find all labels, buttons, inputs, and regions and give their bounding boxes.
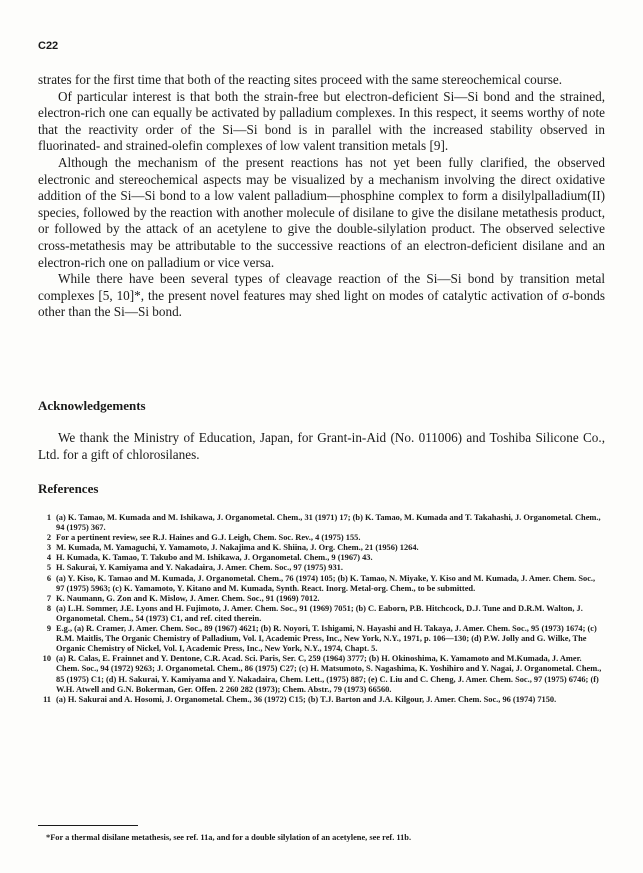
acknowledgements-heading: Acknowledgements [38,398,146,413]
page-number: C22 [38,40,59,52]
reference-number: 4 [46,553,51,563]
reference-number: 10 [42,654,51,664]
reference-text: For a pertinent review, see R.J. Haines and G.J. Leigh, Chem. Soc. Rev., 4 (1975) 155. [56,533,361,543]
reference-list [38,513,605,705]
footnote: *For a thermal disilane metathesis, see ref. 11a, and for a double silylation of an acetylene, see ref. 11b. [46,833,412,842]
reference-text: H. Kumada, K. Tamao, T. Takubo and M. Ishikawa, J. Organometal. Chem., 9 (1967) 43. [56,553,373,563]
paragraph: Although the mechanism of the present reactions has not yet been fully clarified, the observed electronic and stereochemical aspects may be visualized by a mechanism involving the direct oxidative addition of the Si—Si bond to a low valent palladium—phosphine complex to form a disilylpalladium(II) species, followed by the reaction with another molecule of disilane to give the disilane metathesis product, or followed by the attack of an acetylene to give the double-silylation product. The observed selective cross-metathesis may be attributable to the successive reactions of an electron-deficient disilane and an electron-rich one on palladium or vice versa. [38,154,605,270]
reference-item [38,543,605,553]
paragraph: strates for the first time that both of the reacting sites proceed with the same stereochemical course. [38,72,563,87]
acknowledgements-text: We thank the Ministry of Education, Japan, for Grant-in-Aid (No. 011006) and Toshiba Silicone Co., Ltd. for a gift of chlorosilanes. [38,430,605,462]
paragraph: Of particular interest is that both the strain-free but electron-deficient Si—Si bond and the strained, electron-rich one can equally be activated by palladium complexes. In this respect, it seems worthy of note that the reactivity order of the Si—Si bond is in parallel with the increased stability observed in fluorinated- and strained-olefin complexes of low valent transition metals [9]. [38,88,605,154]
reference-text: (a) Y. Kiso, K. Tamao and M. Kumada, J. Organometal. Chem., 76 (1974) 105; (b) K. Tamao, N. Miyake, Y. Kiso and M. Kumada, J. Amer. Chem. Soc., 97 (1975) 5963; (c) K. Yamamoto, Y. Kitano and M. Kumada, Synth. React. Inorg. Metal-org. Chem., to be submitted. [56,573,596,593]
footnote-rule [38,825,138,826]
reference-text: (a) K. Tamao, M. Kumada and M. Ishikawa, J. Organometal. Chem., 31 (1971) 17; (b) K. Tamao, M. Kumada and T. Takahashi, J. Organometal. Chem., 94 (1975) 367. [56,513,601,533]
reference-number: 7 [46,593,51,603]
paragraph: While there have been several types of cleavage reaction of the Si—Si bond by transition metal complexes [5, 10]*, the present novel features may shed light on modes of catalytic activation of σ-bonds other than the Si—Si bond. [38,271,605,320]
reference-text: K. Naumann, G. Zon and K. Mislow, J. Amer. Chem. Soc., 91 (1969) 7012. [56,593,320,603]
reference-item [38,553,605,563]
reference-text: (a) L.H. Sommer, J.E. Lyons and H. Fujimoto, J. Amer. Chem. Soc., 91 (1969) 7051; (b) C. Eaborn, P.B. Hitchcock, D.J. Tune and D.R.M. Walton, J. Organometal. Chem., 54 (1973) C1, and ref. cited therein. [56,603,583,623]
reference-text: (a) R. Calas, E. Frainnet and Y. Dentone, C.R. Acad. Sci. Paris, Ser. C, 259 (1964) 3777; (b) H. Okinoshima, K. Yamamoto and M.Kumada, J. Amer. Chem. Soc., 94 (1972) 9263; J. Organometal. Chem., 86 (1975) C27; (c) H. Matsumoto, S. Nagashima, K. Yoshihiro and Y. Nagai, J. Organometal. Chem., 85 (1975) C1; (d) H. Sakurai, Y. Kamiyama and Y. Nakadaira, Chem. Lett., (1975) 887; (e) C. Liu and C. Cheng, J. Amer. Chem. Soc., 97 (1975) 6746; (f) W.H. Atwell and G.N. Bokerman, Ger. Offen. 2 260 282 (1973); Chem. Abstr., 79 (1973) 66560. [56,654,602,694]
reference-number: 3 [46,543,51,553]
reference-number: 8 [46,603,51,613]
reference-item [38,654,605,694]
reference-item [38,533,605,543]
reference-number: 1 [46,513,51,522]
reference-number: 9 [46,624,51,634]
reference-number: 6 [46,573,51,583]
references-heading: References [38,481,99,496]
reference-item [38,513,605,533]
reference-item [38,695,605,705]
reference-number: 2 [46,533,51,543]
reference-item [38,604,605,624]
reference-item [38,574,605,594]
reference-number: 5 [46,563,51,573]
reference-item [38,624,605,654]
reference-text: H. Sakurai, Y. Kamiyama and Y. Nakadaira, J. Amer. Chem. Soc., 97 (1975) 931. [56,563,343,573]
reference-text: M. Kumada, M. Yamaguchi, Y. Yamamoto, J. Nakajima and K. Shiina, J. Org. Chem., 21 (1956) 1264. [56,543,419,553]
reference-text: E.g., (a) R. Cramer, J. Amer. Chem. Soc., 89 (1967) 4621; (b) R. Noyori, T. Ishigami, N. Hayashi and H. Takaya, J. Amer. Chem. Soc., 95 (1973) 1674; (c) R.M. Maitlis, The Organic Chemistry of Palladium, Vol. I, Academic Press, Inc., New York, N.Y., 1971, p. 106—130; (d) P.W. Jolly and G. Wilke, The Organic Chemistry of Nickel, Vol. I, Academic Press, Inc., New York, N.Y., 1974, Chapt. 5. [56,624,597,654]
reference-text: (a) H. Sakurai and A. Hosomi, J. Organometal. Chem., 36 (1972) C15; (b) T.J. Barton and J.A. Kilgour, J. Amer. Chem. Soc., 96 (1974) 7150. [56,694,557,704]
body-text [38,72,605,321]
reference-number: 11 [43,694,51,704]
reference-item [38,594,605,604]
reference-item [38,563,605,573]
